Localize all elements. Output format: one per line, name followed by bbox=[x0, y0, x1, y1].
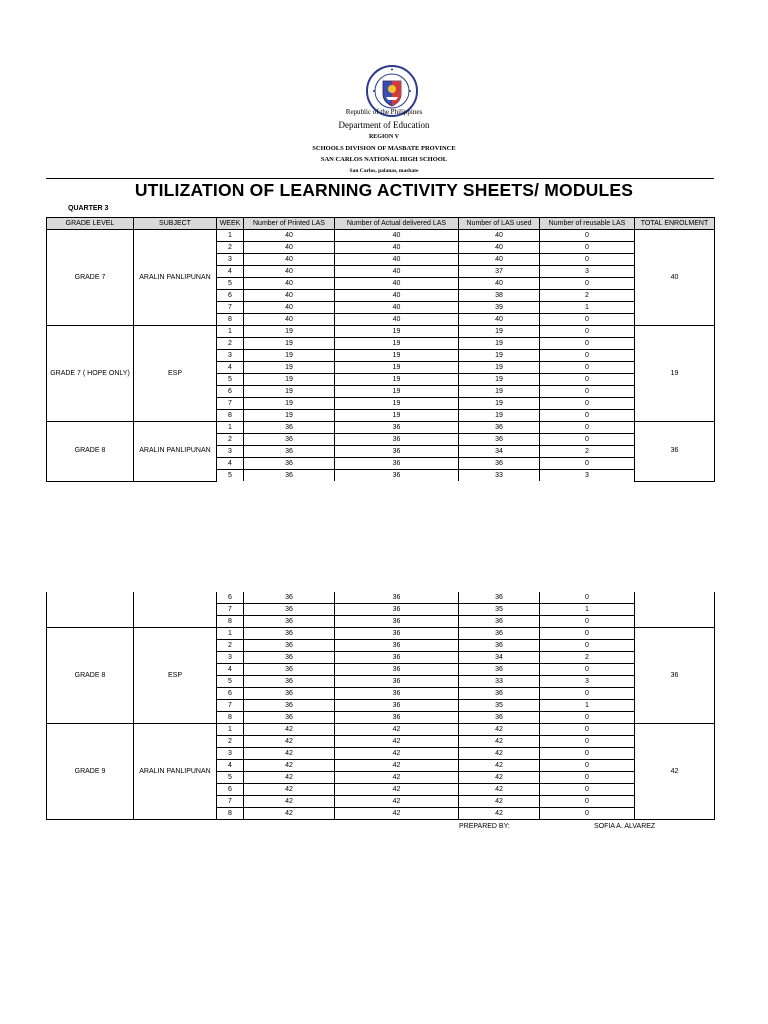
printed-las-cell: 19 bbox=[244, 326, 335, 338]
reusable-las-cell: 3 bbox=[540, 470, 635, 482]
week-cell: 6 bbox=[217, 386, 244, 398]
week-cell: 8 bbox=[217, 616, 244, 628]
las-used-cell: 34 bbox=[459, 652, 540, 664]
reusable-las-cell: 0 bbox=[540, 386, 635, 398]
reusable-las-cell: 0 bbox=[540, 628, 635, 640]
reusable-las-cell: 0 bbox=[540, 616, 635, 628]
printed-las-cell: 42 bbox=[244, 808, 335, 820]
las-used-cell: 19 bbox=[459, 326, 540, 338]
las-used-cell: 39 bbox=[459, 302, 540, 314]
printed-las-cell: 19 bbox=[244, 386, 335, 398]
printed-las-cell: 36 bbox=[244, 434, 335, 446]
delivered-las-cell: 19 bbox=[335, 338, 459, 350]
week-cell: 3 bbox=[217, 446, 244, 458]
delivered-las-cell: 42 bbox=[335, 736, 459, 748]
delivered-las-cell: 42 bbox=[335, 784, 459, 796]
printed-las-cell: 36 bbox=[244, 640, 335, 652]
table-row bbox=[47, 628, 715, 640]
las-used-cell: 42 bbox=[459, 808, 540, 820]
week-cell: 5 bbox=[217, 676, 244, 688]
printed-las-cell: 19 bbox=[244, 350, 335, 362]
subject-cell-continued bbox=[134, 592, 217, 628]
week-cell: 1 bbox=[217, 326, 244, 338]
reusable-las-cell: 1 bbox=[540, 604, 635, 616]
reusable-las-cell: 0 bbox=[540, 748, 635, 760]
week-cell: 4 bbox=[217, 664, 244, 676]
printed-las-cell: 40 bbox=[244, 290, 335, 302]
reusable-las-cell: 0 bbox=[540, 772, 635, 784]
delivered-las-cell: 42 bbox=[335, 796, 459, 808]
printed-las-cell: 40 bbox=[244, 266, 335, 278]
week-cell: 7 bbox=[217, 302, 244, 314]
las-used-cell: 42 bbox=[459, 772, 540, 784]
delivered-las-cell: 36 bbox=[335, 592, 459, 604]
table-row bbox=[47, 230, 715, 242]
printed-las-cell: 42 bbox=[244, 784, 335, 796]
reusable-las-cell: 0 bbox=[540, 724, 635, 736]
reusable-las-cell: 3 bbox=[540, 676, 635, 688]
las-used-cell: 36 bbox=[459, 640, 540, 652]
delivered-las-cell: 36 bbox=[335, 616, 459, 628]
las-used-cell: 36 bbox=[459, 616, 540, 628]
total-enrolment-cell: 40 bbox=[635, 230, 715, 326]
week-cell: 6 bbox=[217, 688, 244, 700]
reusable-las-cell: 0 bbox=[540, 338, 635, 350]
reusable-las-cell: 0 bbox=[540, 398, 635, 410]
reusable-las-cell: 0 bbox=[540, 796, 635, 808]
las-table-part-1 bbox=[46, 217, 715, 482]
delivered-las-cell: 42 bbox=[335, 772, 459, 784]
las-used-cell: 42 bbox=[459, 724, 540, 736]
delivered-las-cell: 42 bbox=[335, 724, 459, 736]
delivered-las-cell: 40 bbox=[335, 230, 459, 242]
col-las-used: Number of LAS used bbox=[459, 218, 540, 230]
reusable-las-cell: 0 bbox=[540, 434, 635, 446]
table-row bbox=[47, 422, 715, 434]
las-used-cell: 36 bbox=[459, 664, 540, 676]
printed-las-cell: 36 bbox=[244, 604, 335, 616]
printed-las-cell: 36 bbox=[244, 616, 335, 628]
las-used-cell: 19 bbox=[459, 386, 540, 398]
printed-las-cell: 42 bbox=[244, 796, 335, 808]
reusable-las-cell: 0 bbox=[540, 326, 635, 338]
printed-las-cell: 40 bbox=[244, 302, 335, 314]
page-title: UTILIZATION OF LEARNING ACTIVITY SHEETS/ MODULES bbox=[134, 180, 634, 200]
reusable-las-cell: 0 bbox=[540, 592, 635, 604]
delivered-las-cell: 19 bbox=[335, 326, 459, 338]
reusable-las-cell: 0 bbox=[540, 350, 635, 362]
las-used-cell: 37 bbox=[459, 266, 540, 278]
las-used-cell: 40 bbox=[459, 278, 540, 290]
col-week: WEEK bbox=[217, 218, 244, 230]
week-cell: 5 bbox=[217, 278, 244, 290]
reusable-las-cell: 0 bbox=[540, 760, 635, 772]
printed-las-cell: 36 bbox=[244, 628, 335, 640]
delivered-las-cell: 36 bbox=[335, 446, 459, 458]
las-used-cell: 38 bbox=[459, 290, 540, 302]
reusable-las-cell: 0 bbox=[540, 688, 635, 700]
printed-las-cell: 36 bbox=[244, 446, 335, 458]
delivered-las-cell: 19 bbox=[335, 374, 459, 386]
grade-level-cell: GRADE 8 bbox=[47, 422, 134, 482]
reusable-las-cell: 0 bbox=[540, 254, 635, 266]
delivered-las-cell: 36 bbox=[335, 700, 459, 712]
grade-level-cell-continued bbox=[47, 592, 134, 628]
delivered-las-cell: 40 bbox=[335, 254, 459, 266]
total-enrolment-cell: 36 bbox=[635, 422, 715, 482]
grade-level-cell: GRADE 9 bbox=[47, 724, 134, 820]
las-used-cell: 36 bbox=[459, 458, 540, 470]
printed-las-cell: 42 bbox=[244, 772, 335, 784]
week-cell: 2 bbox=[217, 434, 244, 446]
week-cell: 4 bbox=[217, 458, 244, 470]
division-line: SCHOOLS DIVISION OF MASBATE PROVINCE bbox=[312, 145, 456, 152]
week-cell: 5 bbox=[217, 470, 244, 482]
grade-level-cell: GRADE 8 bbox=[47, 628, 134, 724]
las-used-cell: 42 bbox=[459, 784, 540, 796]
reusable-las-cell: 0 bbox=[540, 458, 635, 470]
department-line: Department of Education bbox=[338, 120, 430, 130]
las-used-cell: 36 bbox=[459, 592, 540, 604]
week-cell: 8 bbox=[217, 712, 244, 724]
reusable-las-cell: 0 bbox=[540, 808, 635, 820]
printed-las-cell: 40 bbox=[244, 314, 335, 326]
reusable-las-cell: 2 bbox=[540, 446, 635, 458]
las-used-cell: 35 bbox=[459, 700, 540, 712]
las-used-cell: 36 bbox=[459, 712, 540, 724]
table-row bbox=[47, 592, 715, 604]
printed-las-cell: 36 bbox=[244, 470, 335, 482]
printed-las-cell: 19 bbox=[244, 374, 335, 386]
las-used-cell: 19 bbox=[459, 362, 540, 374]
subject-cell: ESP bbox=[134, 326, 217, 422]
reusable-las-cell: 0 bbox=[540, 314, 635, 326]
printed-las-cell: 36 bbox=[244, 688, 335, 700]
reusable-las-cell: 0 bbox=[540, 664, 635, 676]
delivered-las-cell: 36 bbox=[335, 422, 459, 434]
delivered-las-cell: 36 bbox=[335, 604, 459, 616]
las-used-cell: 35 bbox=[459, 604, 540, 616]
las-used-cell: 19 bbox=[459, 398, 540, 410]
week-cell: 2 bbox=[217, 338, 244, 350]
col-printed-las: Number of Printed LAS bbox=[244, 218, 335, 230]
las-used-cell: 19 bbox=[459, 410, 540, 422]
las-used-cell: 36 bbox=[459, 688, 540, 700]
subject-cell: ARALIN PANLIPUNAN bbox=[134, 724, 217, 820]
week-cell: 7 bbox=[217, 398, 244, 410]
week-cell: 1 bbox=[217, 628, 244, 640]
total-enrolment-cell: 42 bbox=[635, 724, 715, 820]
week-cell: 3 bbox=[217, 652, 244, 664]
delivered-las-cell: 42 bbox=[335, 760, 459, 772]
delivered-las-cell: 36 bbox=[335, 434, 459, 446]
col-delivered-las: Number of Actual delivered LAS bbox=[335, 218, 459, 230]
printed-las-cell: 19 bbox=[244, 338, 335, 350]
delivered-las-cell: 40 bbox=[335, 314, 459, 326]
delivered-las-cell: 36 bbox=[335, 676, 459, 688]
grade-level-cell: GRADE 7 ( HOPE ONLY) bbox=[47, 326, 134, 422]
reusable-las-cell: 0 bbox=[540, 410, 635, 422]
las-used-cell: 34 bbox=[459, 446, 540, 458]
delivered-las-cell: 36 bbox=[335, 470, 459, 482]
delivered-las-cell: 19 bbox=[335, 386, 459, 398]
printed-las-cell: 36 bbox=[244, 422, 335, 434]
delivered-las-cell: 40 bbox=[335, 278, 459, 290]
las-table-part-2 bbox=[46, 592, 715, 820]
printed-las-cell: 36 bbox=[244, 592, 335, 604]
week-cell: 3 bbox=[217, 254, 244, 266]
reusable-las-cell: 0 bbox=[540, 712, 635, 724]
delivered-las-cell: 36 bbox=[335, 652, 459, 664]
week-cell: 7 bbox=[217, 796, 244, 808]
printed-las-cell: 42 bbox=[244, 748, 335, 760]
printed-las-cell: 19 bbox=[244, 410, 335, 422]
printed-las-cell: 36 bbox=[244, 676, 335, 688]
printed-las-cell: 36 bbox=[244, 664, 335, 676]
week-cell: 2 bbox=[217, 736, 244, 748]
subject-cell: ARALIN PANLIPUNAN bbox=[134, 230, 217, 326]
delivered-las-cell: 40 bbox=[335, 302, 459, 314]
week-cell: 6 bbox=[217, 784, 244, 796]
reusable-las-cell: 1 bbox=[540, 700, 635, 712]
delivered-las-cell: 36 bbox=[335, 458, 459, 470]
printed-las-cell: 36 bbox=[244, 458, 335, 470]
reusable-las-cell: 0 bbox=[540, 230, 635, 242]
printed-las-cell: 36 bbox=[244, 700, 335, 712]
col-reusable-las: Number of reusable LAS bbox=[540, 218, 635, 230]
quarter-label: QUARTER 3 bbox=[68, 205, 109, 212]
delivered-las-cell: 36 bbox=[335, 712, 459, 724]
reusable-las-cell: 0 bbox=[540, 422, 635, 434]
week-cell: 3 bbox=[217, 748, 244, 760]
reusable-las-cell: 3 bbox=[540, 266, 635, 278]
las-used-cell: 19 bbox=[459, 374, 540, 386]
school-line: SAN CARLOS NATIONAL HIGH SCHOOL bbox=[320, 156, 448, 163]
week-cell: 5 bbox=[217, 772, 244, 784]
table-row bbox=[47, 724, 715, 736]
printed-las-cell: 40 bbox=[244, 230, 335, 242]
las-used-cell: 36 bbox=[459, 422, 540, 434]
subject-cell: ARALIN PANLIPUNAN bbox=[134, 422, 217, 482]
week-cell: 1 bbox=[217, 422, 244, 434]
printed-las-cell: 36 bbox=[244, 712, 335, 724]
col-subject: SUBJECT bbox=[134, 218, 217, 230]
las-used-cell: 36 bbox=[459, 434, 540, 446]
printed-las-cell: 42 bbox=[244, 760, 335, 772]
reusable-las-cell: 0 bbox=[540, 736, 635, 748]
printed-las-cell: 40 bbox=[244, 278, 335, 290]
delivered-las-cell: 36 bbox=[335, 628, 459, 640]
week-cell: 6 bbox=[217, 290, 244, 302]
col-grade-level: GRADE LEVEL bbox=[47, 218, 134, 230]
delivered-las-cell: 19 bbox=[335, 362, 459, 374]
address-line: San Carlos, palanas, masbate bbox=[349, 168, 419, 174]
week-cell: 2 bbox=[217, 640, 244, 652]
printed-las-cell: 40 bbox=[244, 242, 335, 254]
week-cell: 1 bbox=[217, 230, 244, 242]
week-cell: 5 bbox=[217, 374, 244, 386]
las-used-cell: 33 bbox=[459, 676, 540, 688]
las-used-cell: 42 bbox=[459, 748, 540, 760]
delivered-las-cell: 36 bbox=[335, 664, 459, 676]
printed-las-cell: 42 bbox=[244, 724, 335, 736]
delivered-las-cell: 19 bbox=[335, 410, 459, 422]
las-used-cell: 42 bbox=[459, 796, 540, 808]
grade-level-cell: GRADE 7 bbox=[47, 230, 134, 326]
reusable-las-cell: 0 bbox=[540, 278, 635, 290]
col-total-enrolment: TOTAL ENROLMENT bbox=[635, 218, 715, 230]
week-cell: 4 bbox=[217, 266, 244, 278]
week-cell: 3 bbox=[217, 350, 244, 362]
las-used-cell: 40 bbox=[459, 230, 540, 242]
reusable-las-cell: 0 bbox=[540, 242, 635, 254]
printed-las-cell: 19 bbox=[244, 362, 335, 374]
las-used-cell: 36 bbox=[459, 628, 540, 640]
delivered-las-cell: 19 bbox=[335, 350, 459, 362]
las-used-cell: 42 bbox=[459, 760, 540, 772]
delivered-las-cell: 40 bbox=[335, 242, 459, 254]
las-used-cell: 33 bbox=[459, 470, 540, 482]
week-cell: 4 bbox=[217, 760, 244, 772]
week-cell: 7 bbox=[217, 700, 244, 712]
reusable-las-cell: 2 bbox=[540, 290, 635, 302]
reusable-las-cell: 0 bbox=[540, 784, 635, 796]
reusable-las-cell: 0 bbox=[540, 362, 635, 374]
republic-line: Republic of the Philippines bbox=[345, 108, 423, 116]
printed-las-cell: 40 bbox=[244, 254, 335, 266]
las-used-cell: 40 bbox=[459, 242, 540, 254]
week-cell: 7 bbox=[217, 604, 244, 616]
las-used-cell: 19 bbox=[459, 338, 540, 350]
total-enrolment-cell: 19 bbox=[635, 326, 715, 422]
total-enrolment-cell-continued bbox=[635, 592, 715, 628]
week-cell: 8 bbox=[217, 410, 244, 422]
prepared-by-name: SOFIA A. ALVAREZ bbox=[594, 823, 656, 830]
printed-las-cell: 42 bbox=[244, 736, 335, 748]
delivered-las-cell: 40 bbox=[335, 290, 459, 302]
table-row bbox=[47, 326, 715, 338]
delivered-las-cell: 19 bbox=[335, 398, 459, 410]
prepared-by-label: PREPARED BY: bbox=[459, 823, 510, 830]
reusable-las-cell: 0 bbox=[540, 640, 635, 652]
week-cell: 1 bbox=[217, 724, 244, 736]
week-cell: 2 bbox=[217, 242, 244, 254]
week-cell: 4 bbox=[217, 362, 244, 374]
printed-las-cell: 36 bbox=[244, 652, 335, 664]
subject-cell: ESP bbox=[134, 628, 217, 724]
total-enrolment-cell: 36 bbox=[635, 628, 715, 724]
delivered-las-cell: 40 bbox=[335, 266, 459, 278]
week-cell: 6 bbox=[217, 592, 244, 604]
las-used-cell: 42 bbox=[459, 736, 540, 748]
week-cell: 8 bbox=[217, 808, 244, 820]
printed-las-cell: 19 bbox=[244, 398, 335, 410]
table-header-row bbox=[47, 218, 715, 230]
delivered-las-cell: 36 bbox=[335, 688, 459, 700]
delivered-las-cell: 42 bbox=[335, 748, 459, 760]
reusable-las-cell: 1 bbox=[540, 302, 635, 314]
delivered-las-cell: 42 bbox=[335, 808, 459, 820]
las-used-cell: 40 bbox=[459, 314, 540, 326]
header-divider bbox=[46, 178, 714, 179]
las-used-cell: 40 bbox=[459, 254, 540, 266]
reusable-las-cell: 2 bbox=[540, 652, 635, 664]
delivered-las-cell: 36 bbox=[335, 640, 459, 652]
reusable-las-cell: 0 bbox=[540, 374, 635, 386]
week-cell: 8 bbox=[217, 314, 244, 326]
region-line: REGION V bbox=[368, 134, 400, 140]
las-used-cell: 19 bbox=[459, 350, 540, 362]
